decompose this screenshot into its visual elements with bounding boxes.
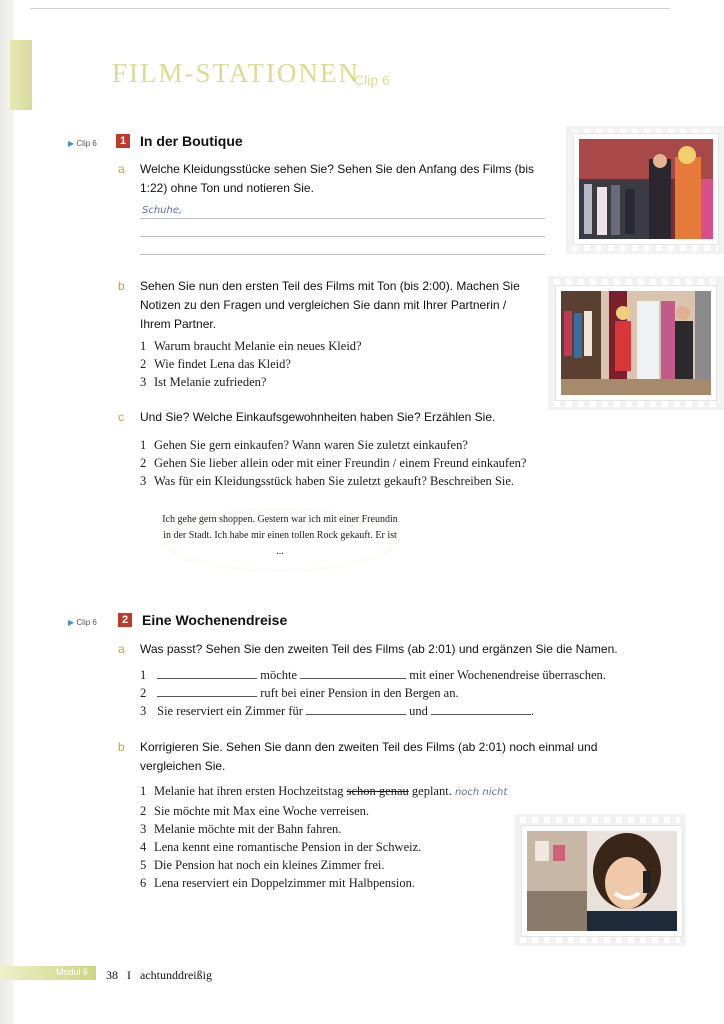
task-letter-1c: c bbox=[118, 410, 124, 424]
clip-ref-2: ▶ Clip 6 bbox=[68, 618, 97, 627]
page-title: FILM-STATIONEN bbox=[112, 58, 360, 88]
correction-list-2b bbox=[140, 782, 507, 892]
task-instruction-1c: Und Sie? Welche Einkaufsgewohnheiten haben Sie? Erzählen Sie. bbox=[140, 410, 496, 424]
fill-item-1: 1 möchte mit einer Wochenendreise überraschen. bbox=[140, 668, 606, 682]
boutique-photo-1 bbox=[574, 134, 718, 244]
question-list-1b bbox=[140, 337, 362, 391]
list-item: 3 Was für ein Kleidungsstück haben Sie zuletzt gekauft? Beschreiben Sie. bbox=[140, 474, 514, 488]
fill-item-2: 2 ruft bei einer Pension in den Bergen an. bbox=[140, 686, 459, 700]
top-rule bbox=[30, 8, 670, 9]
task-instruction-1a: Welche Kleidungsstücke sehen Sie? Sehen Sie den Anfang des Films (bis 1:22) ohne Ton und notieren Sie. bbox=[140, 162, 535, 195]
module-label: Modul 6 bbox=[56, 967, 89, 977]
task-letter-2a: a bbox=[118, 642, 125, 656]
task-instruction-1b: Sehen Sie nun den ersten Teil des Films mit Ton (bis 2:00). Machen Sie Notizen zu den Fragen und vergleichen Sie dann mit Ihrer Partnerin / Ihrem Partner. bbox=[140, 279, 520, 331]
play-icon: ▶ bbox=[68, 618, 75, 627]
answer-line-2[interactable] bbox=[140, 236, 545, 237]
task-instruction-2b: Korrigieren Sie. Sehen Sie dann den zweiten Teil des Films (ab 2:01) noch einmal und vergleichen Sie. bbox=[140, 740, 598, 773]
section-title-2: Eine Wochenendreise bbox=[142, 612, 288, 628]
task-instruction-2a: Was passt? Sehen Sie den zweiten Teil des Films (ab 2:01) und ergänzen Sie die Namen. bbox=[140, 642, 618, 656]
boutique-photo-1-image bbox=[579, 139, 713, 239]
spine-marker bbox=[10, 40, 32, 110]
handwritten-answer: Schuhe, bbox=[142, 205, 183, 216]
film-strip-3 bbox=[514, 814, 686, 946]
fill-item-3: 3 Sie reserviert ein Zimmer für und . bbox=[140, 704, 535, 718]
task-letter-1a: a bbox=[118, 162, 125, 176]
phone-call-photo bbox=[522, 826, 682, 936]
play-icon: ▶ bbox=[68, 139, 75, 148]
list-item: 4 Lena kennt eine romantische Pension in der Schweiz. bbox=[140, 840, 422, 854]
list-item: 1 Gehen Sie gern einkaufen? Wann waren Sie zuletzt einkaufen? bbox=[140, 438, 468, 452]
list-item: 5 Die Pension hat noch ein kleines Zimmer frei. bbox=[140, 858, 385, 872]
speech-bubble-text: Ich gehe gern shoppen. Gestern war ich mit einer Freundin in der Stadt. Ich habe mir einen tollen Rock gekauft. Er ist ... bbox=[162, 514, 398, 557]
film-strip-2 bbox=[548, 276, 724, 410]
blank-field[interactable] bbox=[306, 702, 406, 715]
page-number: 38 I achtunddreißig bbox=[106, 968, 212, 982]
struck-text: schon genau bbox=[346, 784, 409, 798]
section-number-2: 2 bbox=[118, 613, 132, 627]
boutique-photo-2-image bbox=[561, 291, 711, 395]
blank-field[interactable] bbox=[157, 684, 257, 697]
list-item: 1 Warum braucht Melanie ein neues Kleid? bbox=[140, 339, 362, 353]
list-item: 2 Gehen Sie lieber allein oder mit einer Freundin / einem Freund einkaufen? bbox=[140, 456, 527, 470]
blank-field[interactable] bbox=[300, 666, 406, 679]
answer-line-3[interactable] bbox=[140, 254, 545, 255]
film-strip-1 bbox=[566, 126, 724, 254]
clip-ref-1: ▶ Clip 6 bbox=[68, 139, 97, 148]
blank-field[interactable] bbox=[157, 666, 257, 679]
task-letter-1b: b bbox=[118, 279, 125, 293]
list-item: 2 Wie findet Lena das Kleid? bbox=[140, 357, 291, 371]
section-number-1: 1 bbox=[116, 134, 130, 148]
blank-field[interactable] bbox=[431, 702, 531, 715]
answer-line-1[interactable] bbox=[140, 218, 545, 219]
section-title-1: In der Boutique bbox=[140, 133, 243, 149]
task-letter-2b: b bbox=[118, 740, 125, 754]
question-list-1c bbox=[140, 436, 526, 490]
list-item: 2 Sie möchte mit Max eine Woche verreisen. bbox=[140, 804, 370, 818]
list-item: 6 Lena reserviert ein Doppelzimmer mit Halbpension. bbox=[140, 876, 416, 890]
list-item: 1 Melanie hat ihren ersten Hochzeitstag schon genau geplant. noch nicht bbox=[140, 784, 508, 798]
book-spine bbox=[0, 0, 14, 1024]
phone-call-photo-image bbox=[527, 831, 677, 931]
list-item: 3 Melanie möchte mit der Bahn fahren. bbox=[140, 822, 342, 836]
title-clip-label: Clip 6 bbox=[354, 72, 390, 88]
handwritten-correction: noch nicht bbox=[454, 787, 508, 798]
list-item: 3 Ist Melanie zufrieden? bbox=[140, 375, 267, 389]
boutique-photo-2 bbox=[556, 286, 716, 400]
